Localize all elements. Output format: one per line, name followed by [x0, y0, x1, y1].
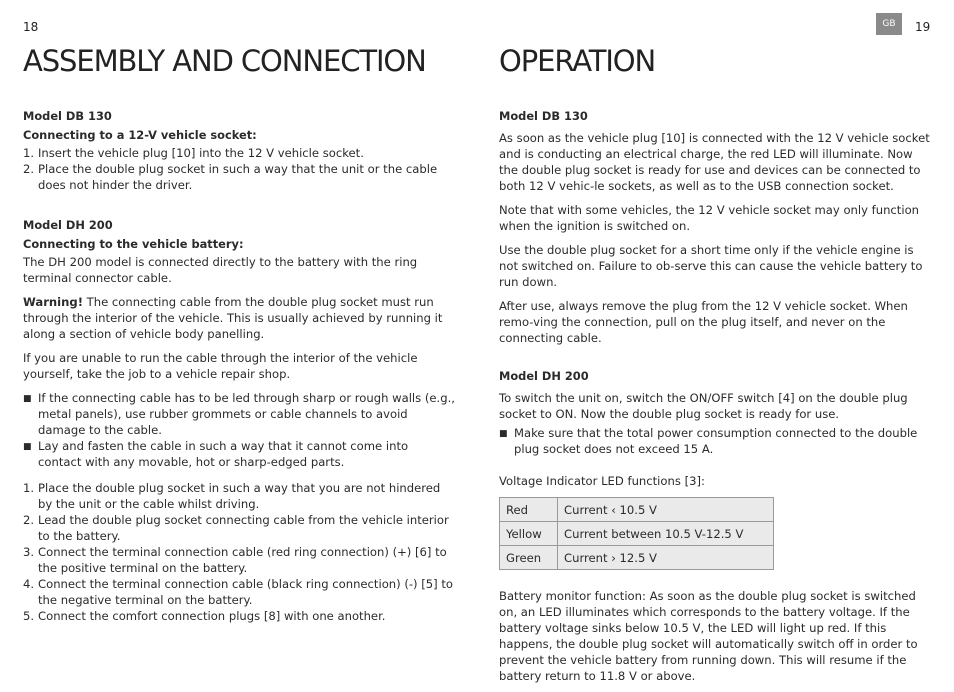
- list-item: 4. Connect the terminal connection cable (black ring connection) (-) [5] to the negative terminal on the battery.: [23, 577, 454, 607]
- operation-paragraph: After use, always remove the plug from the 12 V vehicle socket. When remo-ving the connection, pull on the plug itself, and never on the connecting cable.: [499, 299, 908, 345]
- list-item: ■ Make sure that the total power consumption connected to the double plug socket does not exceed 15 A.: [499, 426, 918, 456]
- power-bullets: [499, 425, 931, 457]
- list-item: 3. Connect the terminal connection cable (red ring connection) (+) [6] to the positive terminal on the battery.: [23, 545, 447, 575]
- operation-dh200-heading: Model DH 200: [499, 369, 589, 383]
- warning-label: Warning!: [23, 295, 83, 309]
- db130-subheading: Connecting to a 12-V vehicle socket:: [23, 128, 257, 142]
- list-item: 5. Connect the comfort connection plugs [8] with one another.: [23, 609, 386, 623]
- table-row: [500, 522, 774, 546]
- list-item: 1. Place the double plug socket in such a way that you are not hindered by the unit or the cable whilst driving.: [23, 481, 441, 511]
- warning-text: The connecting cable from the double plug socket must run through the interior of the vehicle. This is usually achieved by running it along a section of vehicle body panelling.: [23, 295, 443, 341]
- list-item: 1. Insert the vehicle plug [10] into the 12 V vehicle socket.: [23, 146, 364, 160]
- led-color-cell: Green: [500, 546, 558, 570]
- language-badge: GB: [876, 13, 902, 35]
- switch-on-paragraph: To switch the unit on, switch the ON/OFF switch [4] on the double plug socket to ON. Now the double plug socket is ready for use.: [499, 391, 908, 421]
- dh200-subheading: Connecting to the vehicle battery:: [23, 237, 244, 251]
- table-row: [500, 546, 774, 570]
- page-number-right: 19: [915, 20, 931, 34]
- battery-monitor-paragraph: Battery monitor function: As soon as the double plug socket is switched on, an LED illuminates which corresponds to the battery voltage. If the battery voltage sinks below 10.5 V, the LED will light up red. If this happens, the double plug socket will automatically switch off in order to prevent the vehicle battery from running down. This will resume if the battery return to 11.8 V or above.: [499, 589, 918, 683]
- right-page-title: OPERATION: [499, 44, 656, 78]
- warning-paragraph: [23, 294, 455, 342]
- led-color-cell: Yellow: [500, 522, 558, 546]
- dh200-intro: The DH 200 model is connected directly to the battery with the ring terminal connector cable.: [23, 255, 418, 285]
- led-functions-table: [499, 497, 774, 570]
- table-row: [500, 498, 774, 522]
- right-page-body: [499, 108, 931, 692]
- operation-paragraph: As soon as the vehicle plug [10] is connected with the 12 V vehicle socket and is conducting an electrical charge, the red LED will illuminate. Now the double plug socket is ready for use and devices can be connected to both 12 V vehic-le sockets, as well as to the USB connection socket.: [499, 131, 930, 193]
- repair-note: If you are unable to run the cable through the interior of the vehicle yourself, take the job to a vehicle repair shop.: [23, 351, 418, 381]
- led-description-cell: Current ‹ 10.5 V: [558, 498, 774, 522]
- left-page-body: [23, 108, 455, 634]
- list-item: 2. Place the double plug socket in such a way that the unit or the cable does not hinder the driver.: [23, 162, 438, 192]
- led-description-cell: Current › 12.5 V: [558, 546, 774, 570]
- list-item: 2. Lead the double plug socket connecting cable from the vehicle interior to the battery.: [23, 513, 449, 543]
- led-color-cell: Red: [500, 498, 558, 522]
- list-item: ■ If the connecting cable has to be led through sharp or rough walls (e.g., metal panels), use rubber grommets or cable channels to avoid damage to the cable.: [23, 391, 455, 437]
- db130-heading: Model DB 130: [23, 109, 112, 123]
- db130-steps: [23, 145, 455, 193]
- operation-paragraph: Use the double plug socket for a short time only if the vehicle engine is not switched on. Failure to ob-serve this can cause the vehicle battery to run down.: [499, 243, 923, 289]
- operation-db130-heading: Model DB 130: [499, 109, 588, 123]
- cable-bullets: [23, 390, 455, 470]
- operation-paragraph: Note that with some vehicles, the 12 V vehicle socket may only function when the ignition is switched on.: [499, 203, 920, 233]
- dh200-heading: Model DH 200: [23, 218, 113, 232]
- led-intro: Voltage Indicator LED functions [3]:: [499, 474, 705, 488]
- page-number-left: 18: [23, 20, 39, 34]
- dh200-steps: [23, 480, 455, 624]
- left-page-title: ASSEMBLY AND CONNECTION: [23, 44, 426, 78]
- led-description-cell: Current between 10.5 V-12.5 V: [558, 522, 774, 546]
- list-item: ■ Lay and fasten the cable in such a way that it cannot come into contact with any movable, hot or sharp-edged parts.: [23, 439, 409, 469]
